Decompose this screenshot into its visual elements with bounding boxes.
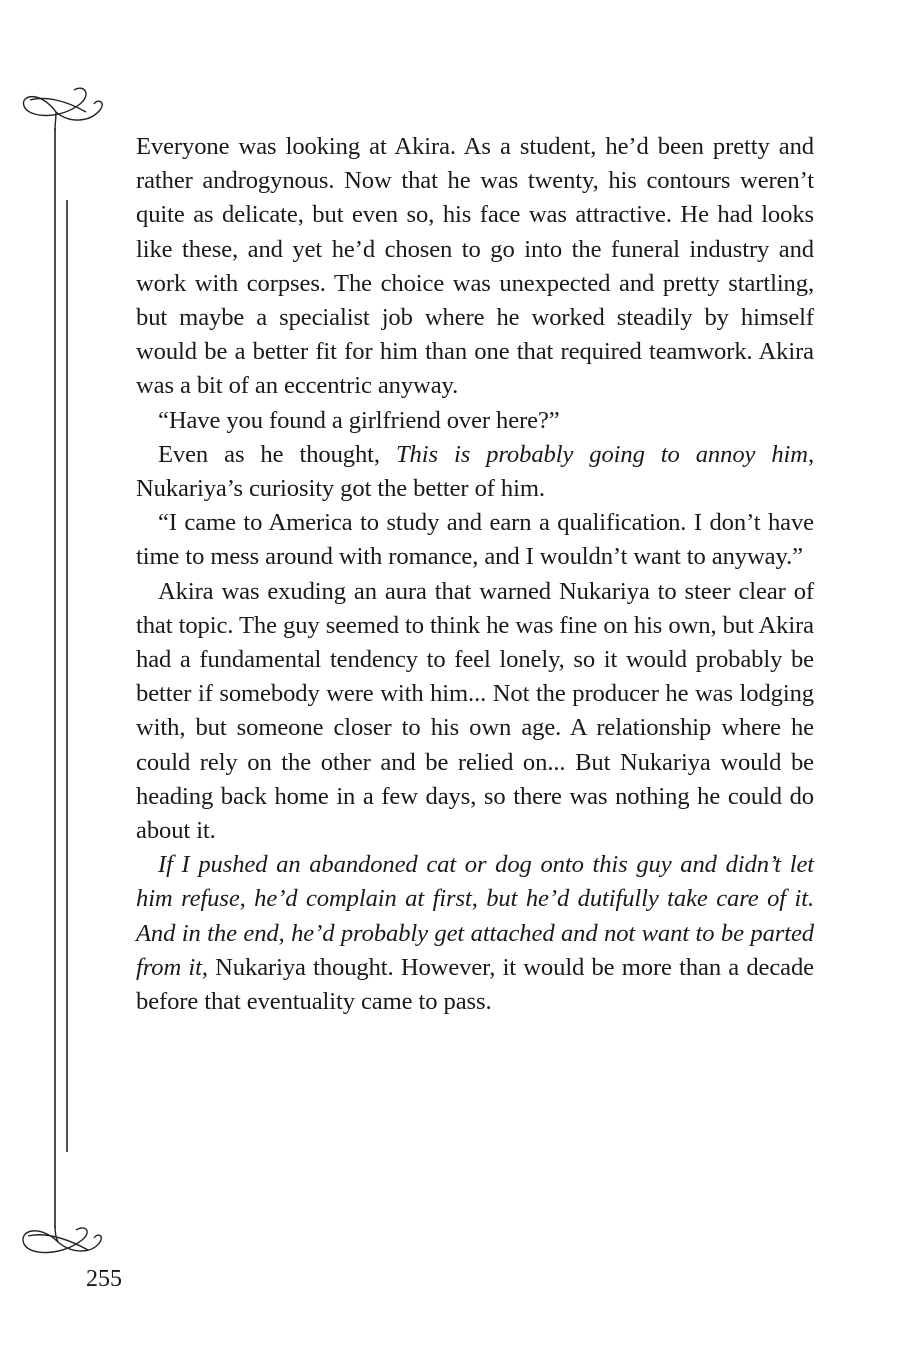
paragraph-3-lead: Even as he thought,	[158, 440, 396, 468]
paragraph-3-italic-thought: This is probably going to annoy him	[395, 440, 808, 468]
paragraph-6-italic-thought: If I pushed an abandoned cat or dog onto this guy and didn’t let him refuse, he’d complain at first, but he’d dutifully take care of it. And in the end, he’d probably get attached and not want to be parted from it	[136, 851, 814, 981]
bottom-flourish-icon	[23, 1226, 101, 1253]
page-number: 255	[86, 1266, 122, 1292]
paragraph-4: “I came to America to study and earn a qualification. I don’t have time to mess around with romance, and I wouldn’t want to anyway.”	[136, 509, 814, 571]
body-text	[136, 130, 814, 1019]
paragraph-6-tail: , Nukariya thought. However, it would be more than a decade before that eventuality came to pass.	[136, 953, 814, 1016]
top-flourish-icon	[23, 88, 102, 130]
paragraph-5: Akira was exuding an aura that warned Nukariya to steer clear of that topic. The guy seemed to think he was fine on his own, but Akira had a fundamental tendency to feel lonely, so it would probably be better if somebody were with him... Not the producer he was lodging with, but someone closer to his own age. A relationship where he could rely on the other and be relied on... But Nukariya would be heading back home in a few days, so there was nothing he could do about it.	[136, 577, 814, 845]
paragraph-6	[136, 848, 814, 1019]
paragraph-3	[136, 438, 814, 506]
paragraph-1: Everyone was looking at Akira. As a student, he’d been pretty and rather androgynous. Now that he was twenty, his contours weren’t quite as delicate, but even so, his face was attractive. He had looks like these, and yet he’d chosen to go into the funeral industry and work with corpses. The choice was unexpected and pretty startling, but maybe a specialist job where he worked steadily by himself would be a better fit for him than one that required teamwork. Akira was a bit of an eccentric anyway.	[136, 133, 814, 400]
paragraph-2: “Have you found a girlfriend over here?”	[158, 406, 560, 434]
paragraph-3-tail: , Nukariya’s curiosity got the better of him.	[136, 440, 814, 503]
